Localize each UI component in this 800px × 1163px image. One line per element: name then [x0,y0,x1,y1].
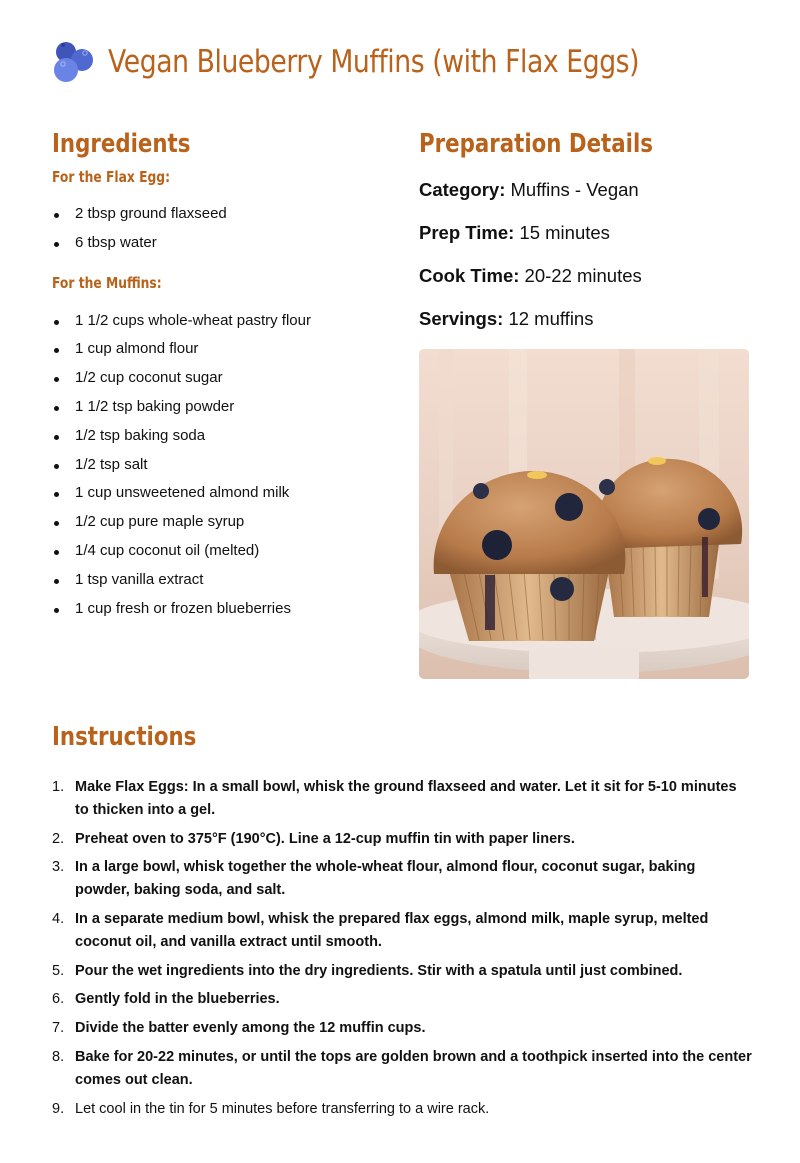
detail-value: Muffins - Vegan [510,179,639,200]
step-number: 7. [52,1020,65,1037]
ingredient-item: 1/2 cup pure maple syrup [52,508,392,537]
instructions-list [52,776,752,1121]
muffins-photo [419,349,749,679]
instruction-step [52,776,752,822]
detail-value: 15 minutes [519,222,610,243]
detail-label: Servings: [419,308,504,329]
ingredients-section [52,127,392,623]
preparation-heading: Preparation Details [419,129,653,159]
ingredient-item: 1 1/2 tsp baking powder [52,393,392,422]
step-number: 4. [52,911,65,928]
step-text: In a separate medium bowl, whisk the prepared flax eggs, almond milk, maple syrup, melted coconut oil, and vanilla extract until smooth. [75,911,709,951]
ingredients-heading: Ingredients [52,129,191,159]
step-number: 9. [52,1100,65,1117]
detail-label: Cook Time: [419,265,520,286]
ingredient-item: 1/4 cup coconut oil (melted) [52,537,392,566]
instruction-step [52,960,752,983]
detail-value: 12 muffins [508,308,594,329]
step-text: Pour the wet ingredients into the dry ingredients. Stir with a spatula until just combined. [75,962,683,979]
flax-egg-list [52,200,392,258]
flax-egg-subheading: For the Flax Egg: [52,168,171,186]
step-number: 2. [52,830,65,847]
ingredient-item: 1/2 cup coconut sugar [52,364,392,393]
page-title: Vegan Blueberry Muffins (with Flax Eggs) [108,44,640,80]
step-text: Preheat oven to 375°F (190°C). Line a 12-cup muffin tin with paper liners. [75,830,575,847]
blueberries-icon [52,40,96,84]
instruction-step [52,856,752,902]
detail-label: Prep Time: [419,222,515,243]
instruction-step [52,988,752,1011]
detail-value: 20-22 minutes [524,265,642,286]
page-header [52,40,726,84]
ingredient-item: 1 cup unsweetened almond milk [52,479,392,508]
ingredient-item: 1/2 tsp baking soda [52,422,392,451]
detail-label: Category: [419,179,506,200]
ingredient-item: 1 tsp vanilla extract [52,566,392,595]
step-text: In a large bowl, whisk together the whole-wheat flour, almond flour, coconut sugar, baking powder, baking soda, and salt. [75,859,696,899]
ingredient-item: 2 tbsp ground flaxseed [52,200,392,229]
instructions-heading: Instructions [52,722,197,752]
step-text: Gently fold in the blueberries. [75,991,280,1008]
step-number: 3. [52,859,65,876]
muffins-subheading: For the Muffins: [52,273,162,292]
instruction-step [52,1046,752,1092]
detail-category [419,168,749,211]
step-text: Make Flax Eggs: In a small bowl, whisk the ground flaxseed and water. Let it sit for 5-10 minutes to thicken into a gel. [75,779,737,818]
instruction-step [52,908,752,954]
detail-servings [419,297,749,340]
instructions-section [52,720,752,1126]
muffins-ingredient-list [52,307,392,624]
detail-cook-time [419,254,749,297]
step-number: 1. [52,779,65,795]
ingredient-item: 1 cup almond flour [52,335,392,364]
step-text: Divide the batter evenly among the 12 muffin cups. [75,1020,426,1037]
step-text: Bake for 20-22 minutes, or until the tops are golden brown and a toothpick inserted into the center comes out clean. [75,1048,752,1088]
step-number: 8. [52,1048,65,1065]
instruction-step [52,828,752,851]
instruction-step [52,1017,752,1040]
step-number: 6. [52,991,65,1008]
ingredient-item: 1 1/2 cups whole-wheat pastry flour [52,307,392,336]
muffins-illustration [419,349,749,679]
instruction-step [52,1098,752,1121]
ingredient-item: 1 cup fresh or frozen blueberries [52,595,392,624]
preparation-section [419,127,749,340]
step-text: Let cool in the tin for 5 minutes before transferring to a wire rack. [75,1100,490,1117]
detail-prep-time [419,211,749,254]
step-number: 5. [52,962,65,979]
ingredient-item: 6 tbsp water [52,229,392,258]
ingredient-item: 1/2 tsp salt [52,451,392,480]
